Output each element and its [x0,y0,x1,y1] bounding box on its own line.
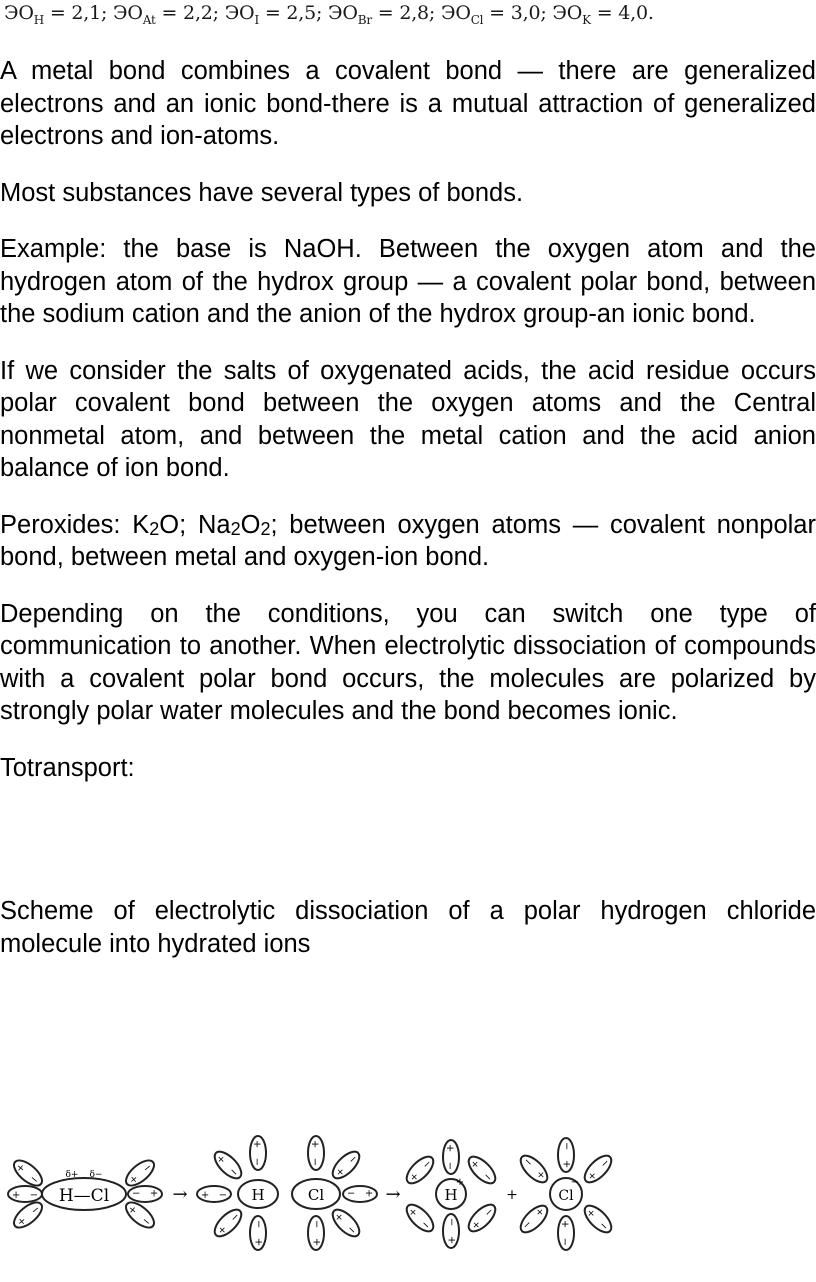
arrow-2: → [385,1184,401,1205]
eo-k: $ЭО_K = 4,0$. [552,2,654,27]
stage-hydrated-ions [402,1138,615,1250]
paragraph-naoh-example: Example: the base is NaOH. Between the oxygen atom and the hydrogen atom of the hydrox group — a covalent polar bond, between the sodium cation and the anion of the hydrox group-an ionic bond. [0,235,816,328]
electronegativity-line [4,2,654,32]
paragraph-peroxides: Peroxides: $K_2O$; $Na_2O_2$; between oxygen atoms — covalent nonpolar bond, between metal and oxygen-ion bond. [0,510,816,571]
cl-ion-label: Cl [558,1188,574,1204]
eo-at: $ЭО_{At} = 2,2$; [113,2,225,27]
paragraph-conditions: Depending on the conditions, you can switch one type of communication to another. When electrolytic dissociation of compounds with a covalent polar bond occurs, the molecules are polarized by strongly polar water molecules and the bond becomes ionic. [0,599,816,725]
arrow-1: → [172,1184,188,1205]
h-ion-label: H [444,1186,458,1204]
paragraph-bond-types: Most substances have several types of bonds. [0,178,524,207]
document-body [0,55,816,984]
eo-cl: $ЭО_{Cl} = 3,0$; [440,2,553,27]
eo-i: $ЭО_I = 2,5$; [224,2,329,27]
dissociation-scheme [0,1125,640,1275]
blank-space [0,808,816,895]
cl-ion-charge: − [570,1177,580,1188]
paragraph-oxygenated-salts: If we consider the salts of oxygenated acids, the acid residue occurs polar covalent bond between the oxygen atoms and the Central nonmetal atom, and between the metal cation and the acid anion balance of ion bond. [0,356,816,482]
paragraph-totransport: Totransport: [0,753,135,782]
h-ion-charge: + [455,1177,465,1188]
stage-polarized-molecule [197,1136,377,1250]
h-label: H [251,1186,265,1204]
plus-sign: + [506,1187,518,1203]
hcl-molecule-label: H—Cl [58,1186,110,1206]
dissociation-scheme-svg: − H—Cl δ+ δ− → H Cl → H + + Cl − [0,1125,640,1275]
eo-h: $ЭО_H = 2,1$; [4,2,114,27]
stage-hcl-molecule [8,1156,162,1232]
svg-text:δ−: δ− [89,1170,103,1180]
paragraph-scheme-caption: Scheme of electrolytic dissociation of a polar hydrogen chloride molecule into hydrated ions [0,897,816,958]
svg-text:δ+: δ+ [65,1170,79,1180]
cl-label: Cl [307,1186,325,1204]
eo-br: $ЭО_{Br} = 2,8$; [328,2,441,27]
paragraph-metal-bond: A metal bond combines a covalent bond — there are generalized electrons and an ionic bond-there is a mutual attraction of generalized electrons and ion-atoms. [0,57,816,150]
